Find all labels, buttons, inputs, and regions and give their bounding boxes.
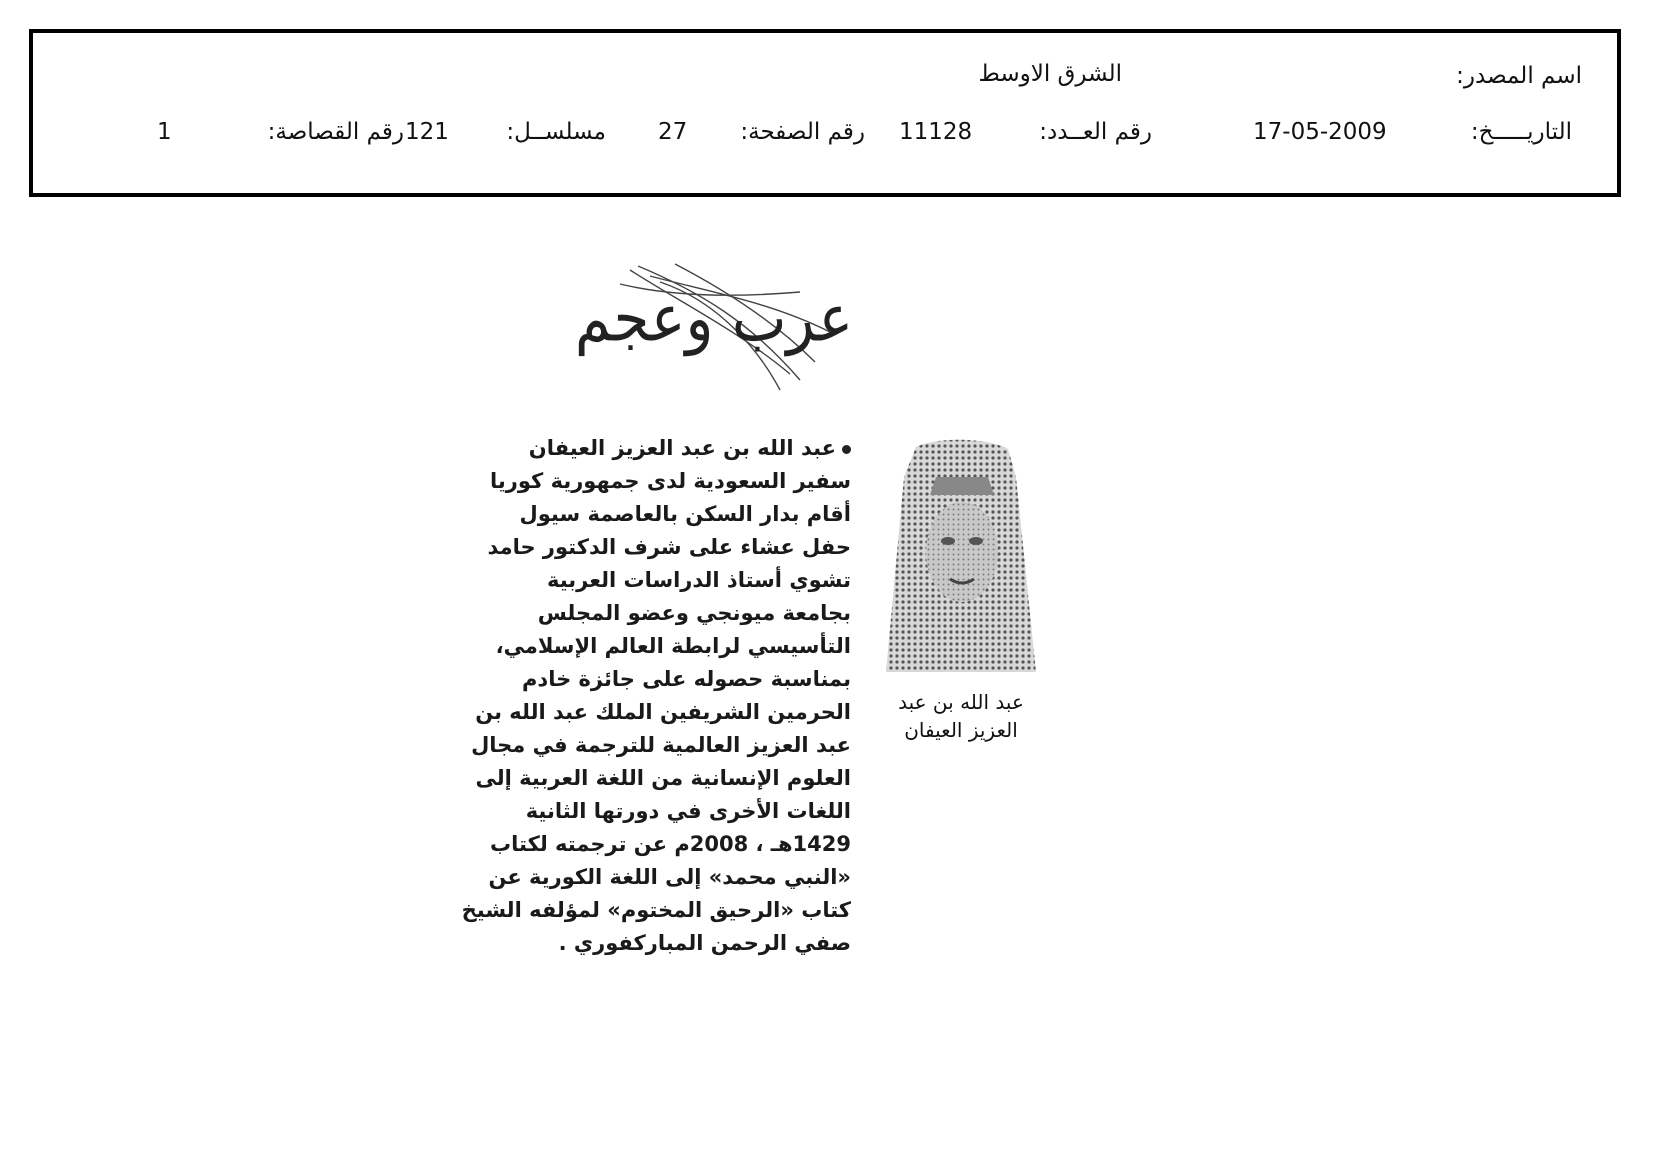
issue-value: 11128 xyxy=(899,119,973,145)
article-line-5: تشوي أستاذ الدراسات العربية xyxy=(546,568,851,592)
bullet-icon xyxy=(842,445,851,454)
page-value: 27 xyxy=(658,119,688,145)
article-body xyxy=(461,432,851,960)
clip-value: 1 xyxy=(157,119,172,145)
article-line-9: الحرمين الشريفين الملك عبد الله بن xyxy=(475,700,851,724)
page-label: رقم الصفحة: xyxy=(740,119,865,145)
date-label: التاريـــــخ: xyxy=(1470,119,1572,145)
article-line-6: بجامعة ميونجي وعضو المجلس xyxy=(537,601,851,625)
caption-line-1: عبد الله بن عبد xyxy=(898,690,1024,714)
article-line-1: عبد الله بن عبد العزيز العيفان xyxy=(513,432,851,465)
article-line-13: 1429هـ ، 2008م عن ترجمته لكتاب xyxy=(490,832,851,856)
serial-label: مسلســل: xyxy=(506,119,606,145)
article-line-11: العلوم الإنسانية من اللغة العربية إلى xyxy=(475,766,851,790)
article-line-12: اللغات الأخرى في دورتها الثانية xyxy=(525,799,851,823)
article-line-7: التأسيسي لرابطة العالم الإسلامي، xyxy=(495,634,851,658)
issue-label: رقم العــدد: xyxy=(1039,119,1152,145)
serial-value: 121 xyxy=(405,119,449,145)
article-line-4: حفل عشاء على شرف الدكتور حامد xyxy=(487,535,851,559)
article-line-2: سفير السعودية لدى جمهورية كوريا xyxy=(490,469,851,493)
article-line-16: صفي الرحمن المباركفوري . xyxy=(558,931,851,955)
article-line-3: أقام بدار السكن بالعاصمة سيول xyxy=(519,502,851,526)
article-line-8: بمناسبة حصوله على جائزة خادم xyxy=(522,667,851,691)
clipping-header xyxy=(29,29,1621,197)
caption-line-2: العزيز العيفان xyxy=(904,718,1018,742)
portrait-photo xyxy=(876,437,1046,682)
article-line-15: كتاب «الرحيق المختوم» لمؤلفه الشيخ xyxy=(461,898,851,922)
section-logo: عرب وعجم xyxy=(574,279,854,357)
clip-label: رقم القصاصة: xyxy=(267,119,404,145)
source-label: اسم المصدر: xyxy=(1456,63,1582,89)
article-line-14: «النبي محمد» إلى اللغة الكورية عن xyxy=(488,865,851,889)
article-line-10: عبد العزيز العالمية للترجمة في مجال xyxy=(471,733,851,757)
source-value: الشرق الاوسط xyxy=(978,61,1122,87)
photo-caption xyxy=(866,688,1056,744)
date-value: 17-05-2009 xyxy=(1253,119,1387,145)
